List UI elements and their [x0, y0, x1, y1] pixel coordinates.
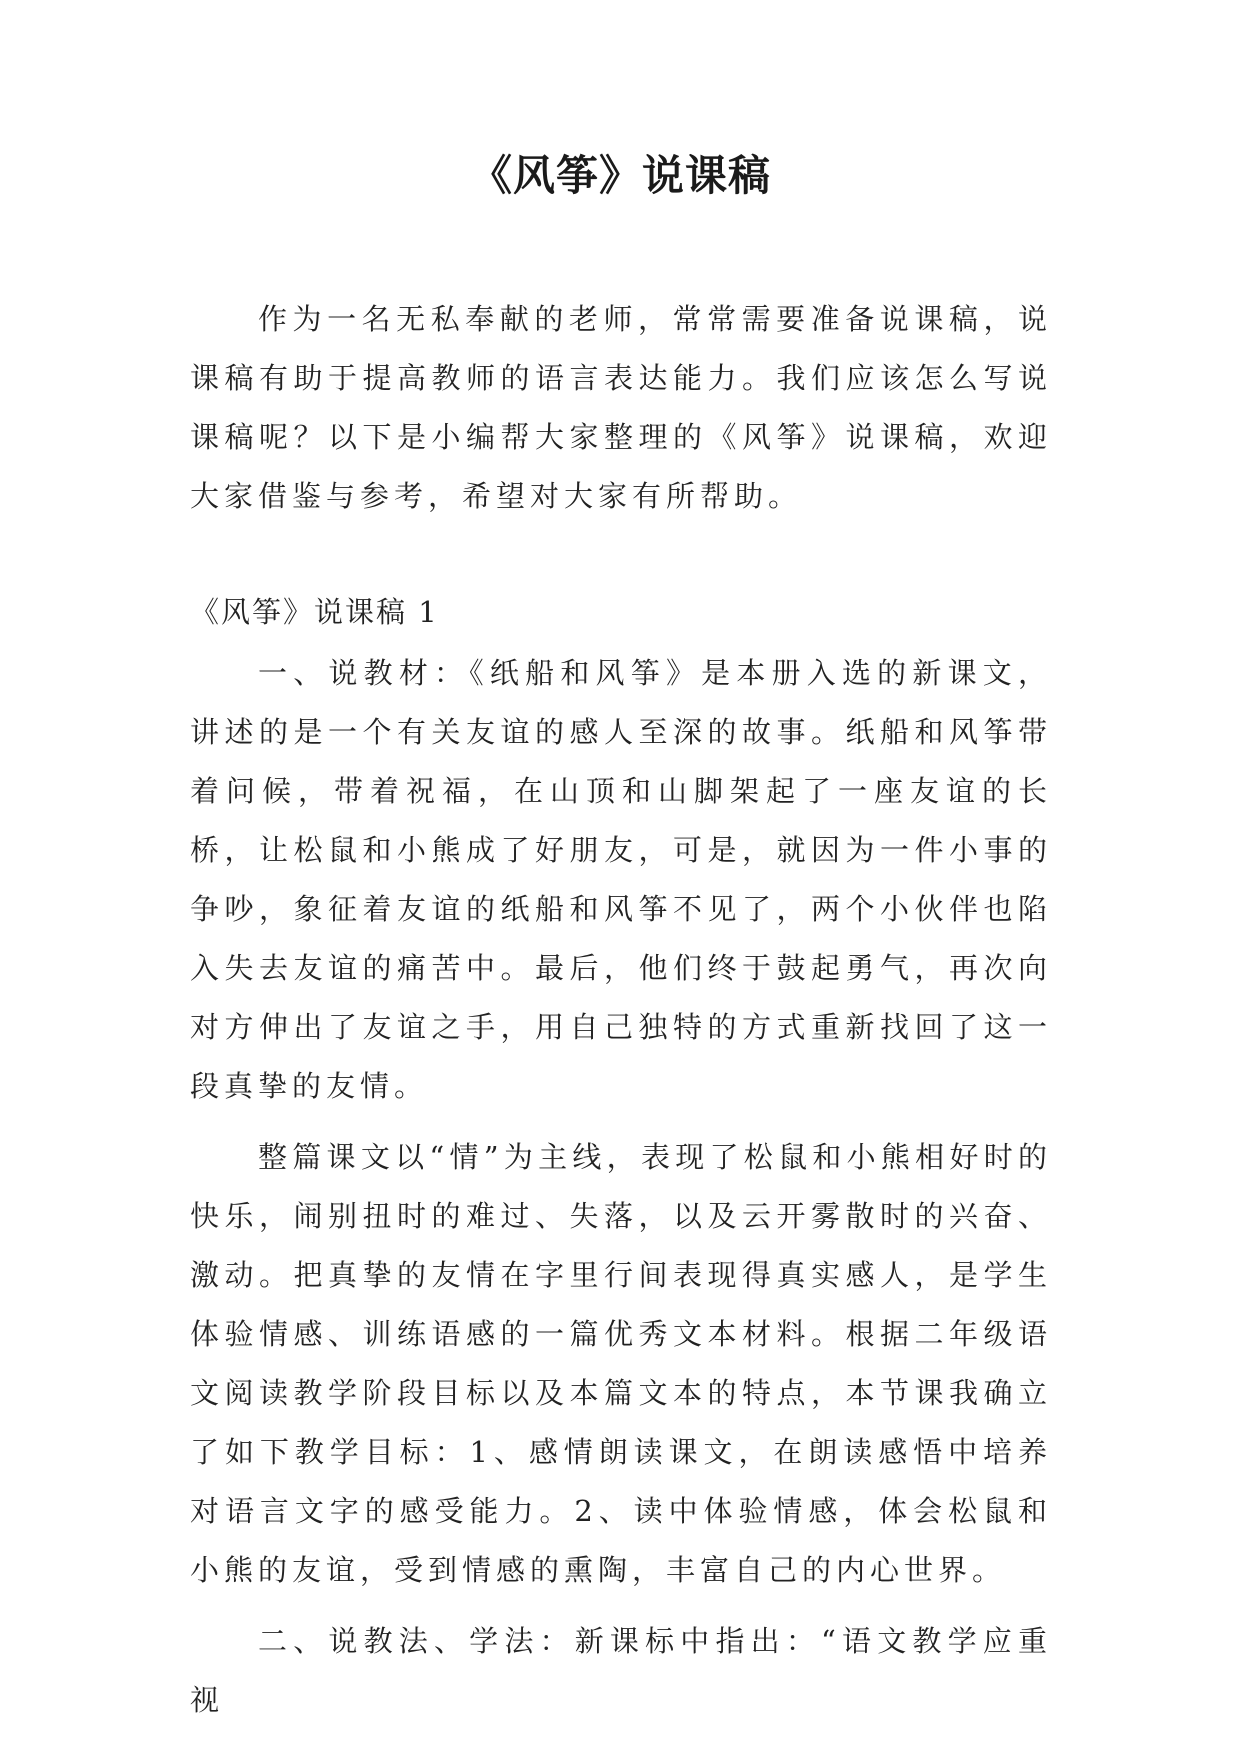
document-title: 《风筝》说课稿	[469, 151, 771, 200]
paragraph-2: 整篇课文以“情”为主线，表现了松鼠和小熊相好时的快乐，闹别扭时的难过、失落，以及云开雾散时的兴奋、激动。把真挚的友情在字里行间表现得真实感人，是学生体验情感、训练语感的一篇优秀文本材料。根据二年级语文阅读教学阶段目标以及本篇文本的特点，本节课我确立了如下教学目标：1、感情朗读课文，在朗读感悟中培养对语言文字的感受能力。2、读中体验情感，体会松鼠和小熊的友谊，受到情感的熏陶，丰富自己的内心世界。	[190, 1140, 1052, 1587]
section-1	[190, 585, 1052, 1742]
paragraph-1: 一、说教材：《纸船和风筝》是本册入选的新课文，讲述的是一个有关友谊的感人至深的故事。纸船和风筝带着问候，带着祝福，在山顶和山脚架起了一座友谊的长桥，让松鼠和小熊成了好朋友，可是，就因为一件小事的争吵，象征着友谊的纸船和风筝不见了，两个小伙伴也陷入失去友谊的痛苦中。最后，他们终于鼓起勇气，再次向对方伸出了友谊之手，用自己独特的方式重新找回了这一段真挚的友情。	[190, 656, 1052, 1103]
paragraph-3: 二、说教法、学法：新课标中指出：“语文教学应重视	[190, 1624, 1052, 1717]
intro-block	[190, 290, 1052, 526]
section-heading: 《风筝》说课稿 1	[190, 595, 439, 629]
intro-paragraph: 作为一名无私奉献的老师，常常需要准备说课稿，说课稿有助于提高教师的语言表达能力。我们应该怎么写说课稿呢？以下是小编帮大家整理的《风筝》说课稿，欢迎大家借鉴与参考，希望对大家有所帮助。	[190, 302, 1052, 513]
